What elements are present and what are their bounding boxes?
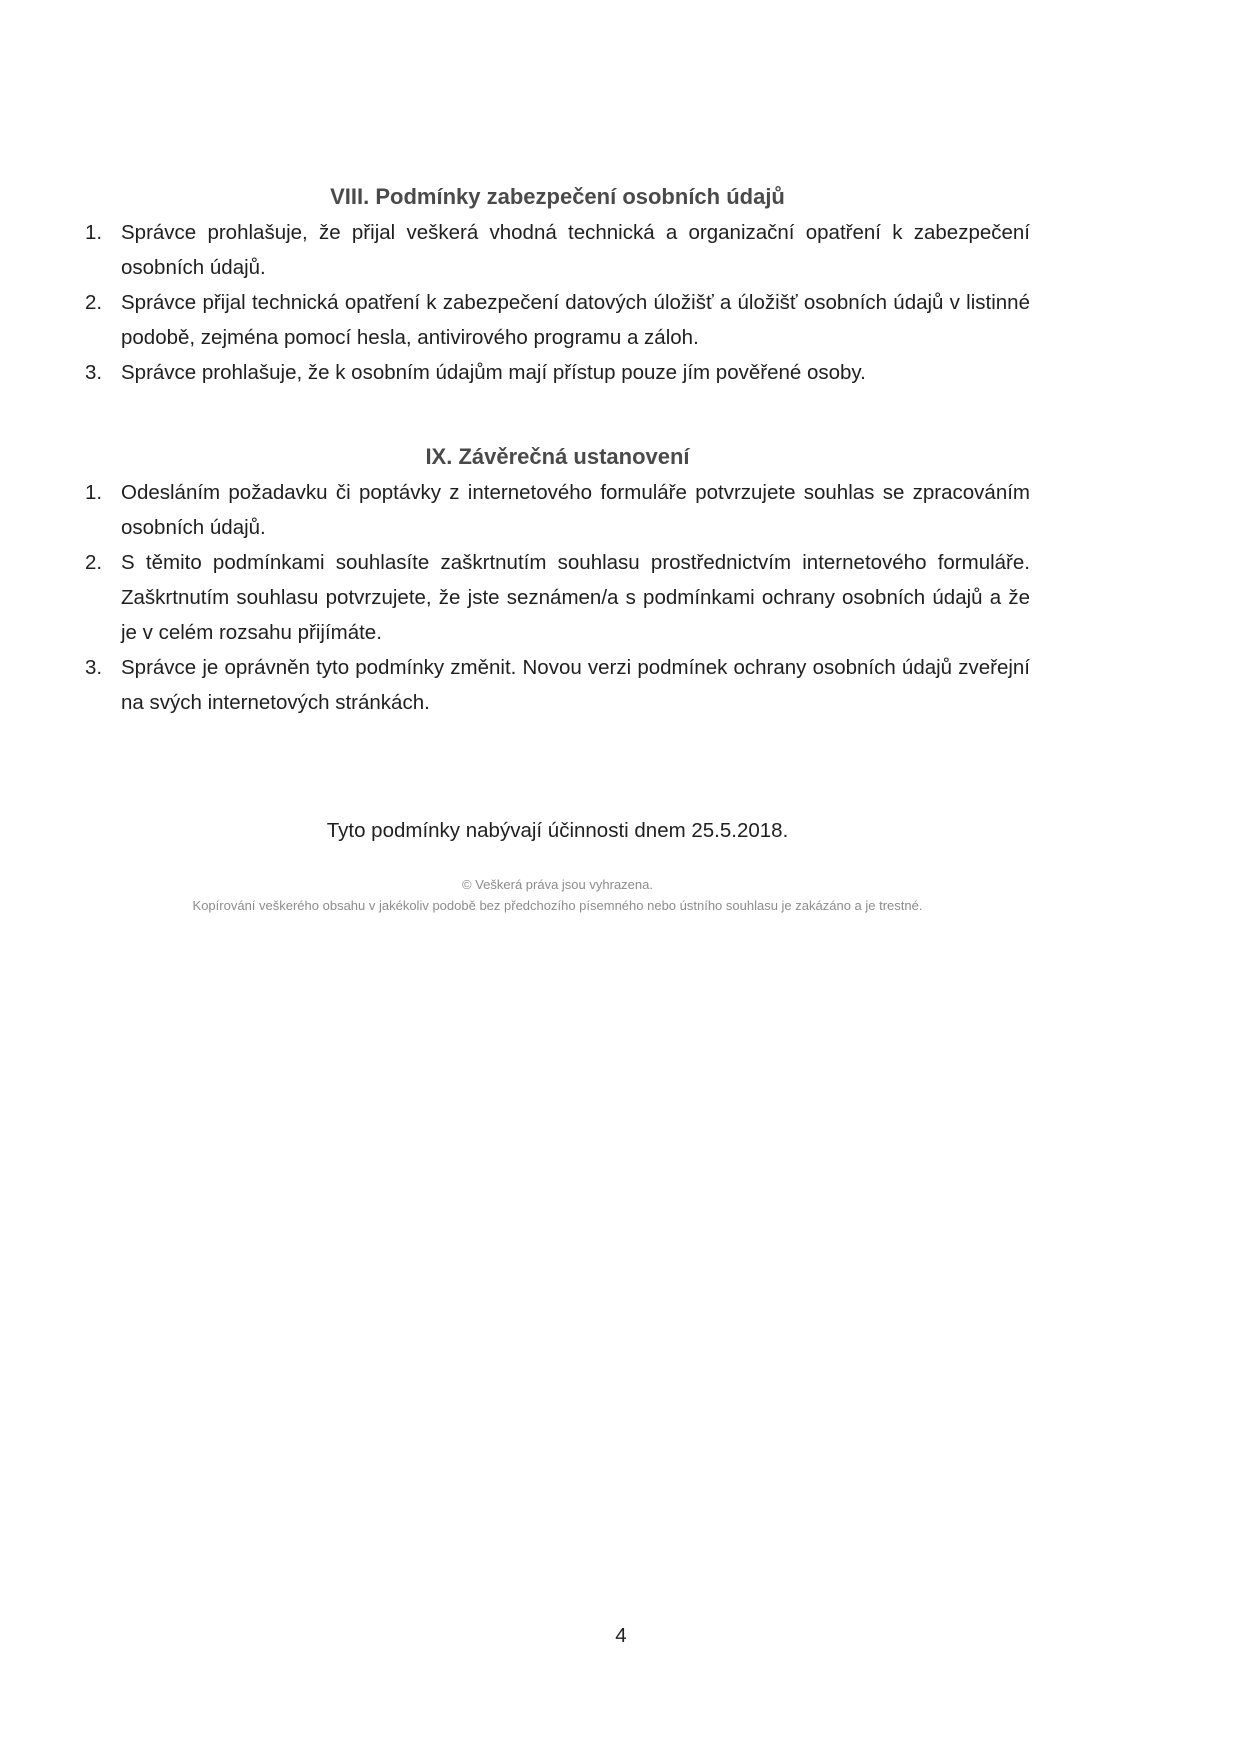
list-item [85,545,1030,650]
list-item-text: S těmito podmínkami souhlasíte zaškrtnutím souhlasu prostřednictvím internetového formuláře. Zaškrtnutím souhlasu potvrzujete, že jste seznámen/a s podmínkami ochrany osobních údajů a že je v celém rozsahu přijímáte. [121,551,1030,644]
list-item-number: 3. [85,656,103,679]
list-item [85,475,1030,545]
list-item [85,285,1030,355]
list-item [85,215,1030,285]
copyright-line-1: © Veškerá práva jsou vyhrazena. [462,877,653,892]
list-item-number: 2. [85,551,103,574]
effective-date-line: Tyto podmínky nabývají účinnosti dnem 25.5.2018. [326,819,789,842]
list-item-text: Správce je oprávněn tyto podmínky změnit. Novou verzi podmínek ochrany osobních údajů zveřejní na svých internetových stránkách. [121,656,1030,714]
list-item [85,650,1030,720]
list-item-number: 1. [85,221,103,244]
section-ix-list [85,475,1030,720]
section-viii [85,183,1030,390]
page-number: 4 [615,1624,627,1647]
section-viii-list [85,215,1030,390]
section-ix-heading: IX. Závěrečná ustanovení [425,444,690,469]
list-item-text: Správce prohlašuje, že k osobním údajům mají přístup pouze jím pověřené osoby. [121,361,866,384]
list-item-number: 3. [85,361,103,384]
list-item-number: 2. [85,291,103,314]
copyright-line-2: Kopírování veškerého obsahu v jakékoliv podobě bez předchozího písemného nebo ústního souhlasu je zakázáno a je trestné. [192,898,923,913]
list-item-text: Správce prohlašuje, že přijal veškerá vhodná technická a organizační opatření k zabezpečení osobních údajů. [121,221,1030,279]
copyright-notice [85,874,1030,916]
list-item-text: Odesláním požadavku či poptávky z internetového formuláře potvrzujete souhlas se zpracováním osobních údajů. [121,481,1030,539]
section-viii-heading: VIII. Podmínky zabezpečení osobních údajů [330,184,785,209]
list-item [85,355,1030,390]
list-item-number: 1. [85,481,103,504]
section-ix [85,443,1030,720]
list-item-text: Správce přijal technická opatření k zabezpečení datových úložišť a úložišť osobních údajů v listinné podobě, zejména pomocí hesla, antivirového programu a záloh. [121,291,1030,349]
